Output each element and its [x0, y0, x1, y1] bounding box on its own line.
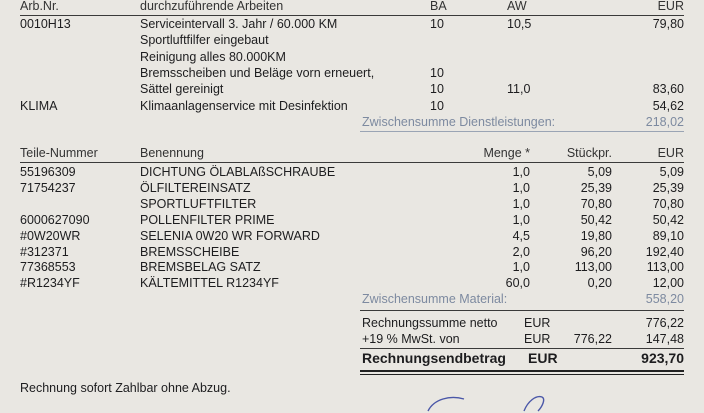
parts-col-qty: Menge * [483, 146, 530, 160]
services-cell-desc: Reinigung alles 80.000KM [140, 49, 286, 64]
parts-cell-eur: 50,42 [652, 212, 684, 227]
services-col-eur: EUR [657, 0, 684, 13]
parts-header-rule [20, 162, 684, 163]
parts-cell-nr: 55196309 [20, 165, 76, 179]
vat-currency: EUR [524, 332, 551, 346]
services-cell-desc: Sättel gereinigt [140, 82, 224, 97]
services-cell-eur: 54,62 [652, 98, 684, 113]
parts-cell-qty: 1,0 [512, 260, 530, 275]
parts-cell-name: DICHTUNG ÖLABLAßSCHRAUBE [140, 165, 336, 179]
final-double-rule-top [360, 370, 684, 372]
parts-cell-unit: 50,42 [580, 212, 612, 227]
parts-cell-nr: #0W20WR [20, 228, 81, 243]
parts-cell-nr: #R1234YF [20, 276, 80, 291]
services-cell-nr: KLIMA [20, 98, 58, 113]
services-cell-eur: 79,80 [652, 17, 684, 31]
parts-cell-name: BREMSSCHEIBE [140, 244, 240, 259]
parts-col-eur: EUR [657, 146, 684, 160]
parts-cell-name: KÄLTEMITTEL R1234YF [140, 276, 279, 291]
parts-cell-eur: 89,10 [652, 228, 684, 243]
vat-rule [360, 348, 684, 349]
parts-cell-unit: 96,20 [580, 244, 612, 259]
vat-base: 776,22 [573, 332, 612, 346]
net-value: 776,22 [645, 316, 684, 330]
parts-cell-name: SPORTLUFTFILTER [140, 196, 257, 211]
services-cell-desc: Sportluftfilfer eingebaut [140, 33, 269, 48]
services-subtotal-value: 218,02 [645, 115, 684, 129]
services-cell-ba: 10 [430, 82, 444, 97]
parts-cell-eur: 25,39 [652, 180, 684, 195]
parts-subtotal-value: 558,20 [645, 292, 684, 306]
vat-label: +19 % MwSt. von [362, 332, 460, 346]
parts-cell-name: POLLENFILTER PRIME [140, 212, 275, 227]
payment-terms: Rechnung sofort Zahlbar ohne Abzug. [20, 381, 231, 395]
parts-cell-unit: 0,20 [587, 276, 612, 291]
parts-col-nr: Teile-Nummer [20, 146, 98, 160]
parts-cell-qty: 4,5 [512, 228, 530, 243]
parts-cell-unit: 19,80 [580, 228, 612, 243]
services-cell-ba: 10 [430, 98, 444, 113]
parts-cell-unit: 25,39 [580, 180, 612, 195]
final-label: Rechnungsendbetrag [362, 350, 506, 366]
signature-graphic [420, 393, 560, 413]
services-cell-nr: 0010H13 [20, 17, 71, 31]
services-cell-desc: Klimaanlagenservice mit Desinfektion [140, 98, 348, 113]
services-subtotal-label: Zwischensumme Dienstleistungen: [362, 115, 556, 129]
services-cell-desc: Bremsscheiben und Beläge vorn erneuert, [140, 65, 375, 80]
services-cell-eur: 83,60 [652, 82, 684, 97]
parts-cell-nr: 6000627090 [20, 212, 90, 227]
parts-cell-eur: 192,40 [645, 244, 684, 259]
services-col-ba: BA [430, 0, 447, 13]
services-cell-ba: 10 [430, 65, 444, 80]
services-col-nr: Arb.Nr. [20, 0, 59, 13]
parts-cell-name: SELENIA 0W20 WR FORWARD [140, 228, 320, 243]
final-double-rule-bottom [360, 374, 684, 375]
services-subtotal-rule [360, 131, 684, 132]
parts-cell-qty: 2,0 [512, 244, 530, 259]
parts-cell-unit: 113,00 [574, 260, 612, 275]
parts-cell-name: ÖLFILTEREINSATZ [140, 180, 251, 195]
services-cell-desc: Serviceintervall 3. Jahr / 60.000 KM [140, 17, 338, 31]
services-col-aw: AW [507, 0, 527, 13]
parts-cell-qty: 1,0 [512, 180, 530, 195]
services-col-desc: durchzuführende Arbeiten [140, 0, 284, 13]
parts-cell-unit: 5,09 [587, 165, 612, 179]
net-label: Rechnungssumme netto [362, 316, 498, 330]
parts-col-name: Benennung [140, 146, 204, 160]
parts-cell-eur: 70,80 [652, 196, 684, 211]
parts-col-unit: Stückpr. [566, 146, 612, 160]
vat-value: 147,48 [645, 332, 684, 346]
parts-cell-qty: 60,0 [505, 276, 530, 291]
parts-cell-unit: 70,80 [580, 196, 612, 211]
parts-subtotal-label: Zwischensumme Material: [362, 292, 508, 306]
services-cell-aw: 11,0 [507, 82, 531, 97]
services-cell-ba: 10 [430, 17, 444, 31]
services-cell-aw: 10,5 [507, 17, 532, 31]
final-currency: EUR [528, 350, 558, 366]
parts-cell-qty: 1,0 [512, 196, 530, 211]
parts-cell-eur: 5,09 [659, 165, 684, 179]
parts-cell-nr: 77368553 [20, 260, 76, 275]
parts-cell-qty: 1,0 [512, 212, 530, 227]
parts-cell-eur: 113,00 [646, 260, 684, 275]
parts-cell-qty: 1,0 [512, 165, 530, 179]
parts-cell-nr: 71754237 [20, 180, 76, 195]
parts-cell-eur: 12,00 [652, 276, 684, 291]
parts-cell-name: BREMSBELAG SATZ [140, 260, 261, 275]
services-header-rule [20, 15, 684, 16]
net-currency: EUR [524, 316, 551, 330]
parts-subtotal-rule [360, 310, 684, 311]
parts-cell-nr: #312371 [20, 244, 69, 259]
final-value: 923,70 [641, 350, 684, 366]
